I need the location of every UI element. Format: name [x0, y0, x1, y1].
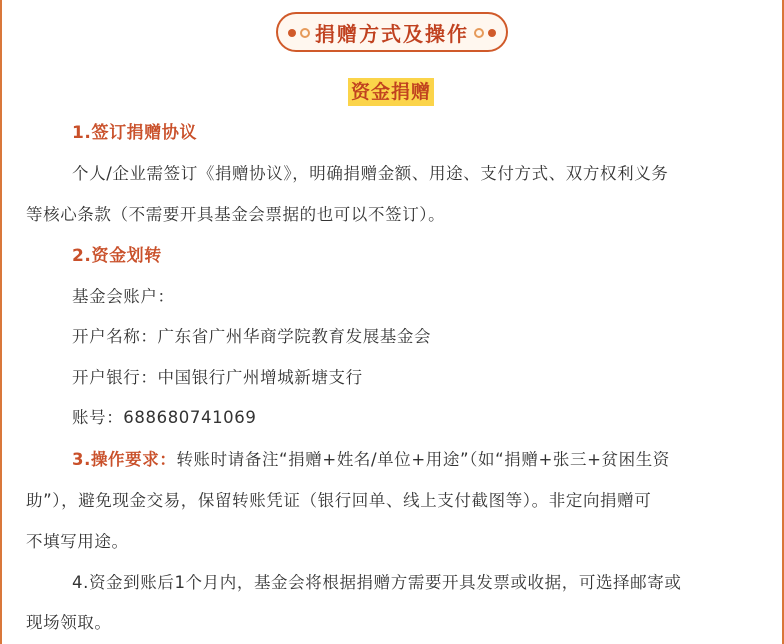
paragraph-line: 现场领取。	[26, 613, 112, 632]
account-number: 账号：688680741069	[72, 408, 257, 427]
decorative-dot-icon	[288, 29, 296, 37]
paragraph-line: 不填写用途。	[26, 532, 129, 551]
decorative-dot-icon	[488, 29, 496, 37]
paragraph-line: 助”），避免现金交易，保留转账凭证（银行回单、线上支付截图等）。非定向捐赠可	[26, 491, 652, 510]
decorative-ring-icon	[300, 28, 310, 38]
page-title: 捐赠方式及操作	[315, 21, 469, 46]
operation-requirements-text: 转账时请备注“捐赠+姓名/单位+用途”（如“捐赠+张三+贫困生资	[176, 450, 670, 469]
subtitle-highlight: 资金捐赠	[348, 78, 434, 106]
section-title-banner	[276, 12, 508, 52]
heading-fund-transfer: 2.资金划转	[72, 246, 162, 266]
account-label: 基金会账户：	[72, 287, 175, 306]
paragraph-line: 等核心条款（不需要开具基金会票据的也可以不签订）。	[26, 205, 446, 224]
paragraph-line: 4.资金到账后1个月内，基金会将根据捐赠方需要开具发票或收据，可选择邮寄或	[72, 573, 682, 592]
heading-sign-agreement: 1.签订捐赠协议	[72, 123, 198, 143]
account-name: 开户名称：广东省广州华商学院教育发展基金会	[72, 327, 432, 346]
decorative-ring-icon	[474, 28, 484, 38]
paragraph-line: 个人/企业需签订《捐赠协议》，明确捐赠金额、用途、支付方式、双方权利义务	[72, 164, 669, 183]
bank-name: 开户银行：中国银行广州增城新塘支行	[72, 368, 363, 387]
operation-requirements-line	[72, 448, 670, 472]
left-border	[0, 0, 2, 644]
operation-requirements-label: 3.操作要求：	[72, 450, 177, 469]
